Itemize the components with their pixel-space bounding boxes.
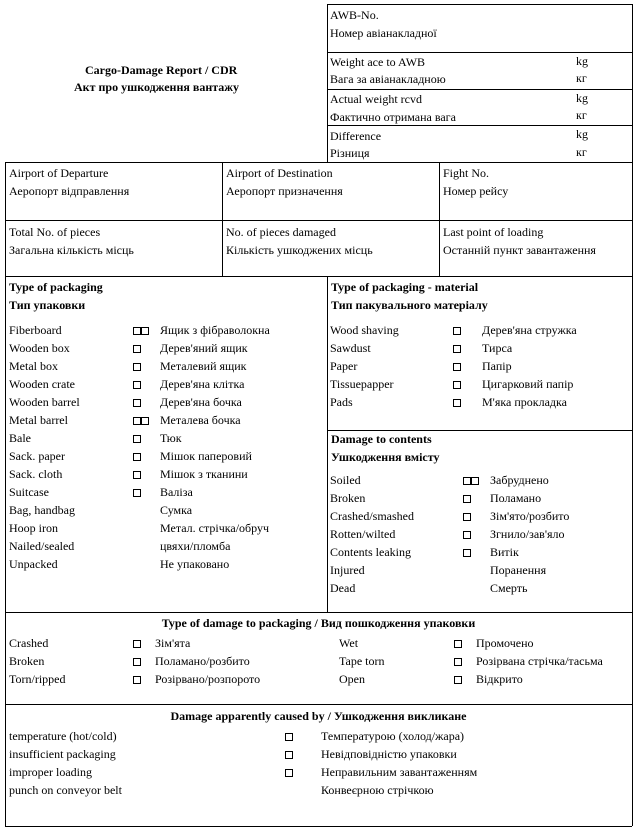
difference-label-uk: Різниця [330,146,370,160]
checkbox[interactable] [463,513,471,521]
packaging-item-label-uk: Металева бочка [160,413,241,427]
awb-no-label-en: AWB-No. [330,8,379,22]
packaging-item-label-en: Wooden barrel [9,395,80,409]
destination-label-uk: Аеропорт призначення [226,184,343,198]
contents-item-label-en: Rotten/wilted [330,527,396,541]
packaging-item-label-en: Fiberboard [9,323,62,337]
packaging-item-label-en: Unpacked [9,557,58,571]
packaging-title-en: Type of packaging [9,280,103,294]
contents-item-label-uk: Витік [490,545,519,559]
contents-item-label-uk: Зім'ято/розбито [490,509,570,523]
border-line [5,826,632,827]
contents-item-label-uk: Забруднено [490,473,549,487]
checkbox[interactable] [454,658,462,666]
checkbox[interactable] [133,435,141,443]
contents-item-label-en: Soiled [330,473,361,487]
damage-packaging-label-en: Open [339,672,365,686]
packaging-item-label-en: Wooden crate [9,377,75,391]
damage-packaging-label-uk: Зім'ята [155,636,191,650]
unit-kg-en: kg [576,91,588,105]
damage-packaging-label-en: Tape torn [339,654,385,668]
packaging-item-label-uk: Метал. стрічка/обруч [160,521,270,535]
contents-item-label-uk: Смерть [490,581,528,595]
last-loading-label-uk: Останній пункт завантаження [443,243,596,257]
checkbox[interactable] [453,399,461,407]
checkbox[interactable] [133,676,141,684]
damage-packaging-title: Type of damage to packaging / Вид пошкодження упаковки [161,616,476,630]
checkbox[interactable] [453,381,461,389]
border-line [5,162,6,826]
packaging-item-label-uk: Дерев'яна бочка [160,395,242,409]
material-item-label-en: Tissuepapper [330,377,394,391]
awb-weight-label-en: Weight ace to AWB [330,55,426,69]
checkbox[interactable] [133,658,141,666]
checkbox[interactable] [133,363,141,371]
actual-weight-label-uk: Фактично отримана вага [330,110,456,124]
contents-item-label-en: Dead [330,581,356,595]
checkbox[interactable] [133,453,141,461]
damage-packaging-label-uk: Промочено [476,636,534,650]
checkbox[interactable] [133,417,141,425]
material-item-label-uk: Папір [482,359,512,373]
material-item-label-en: Paper [330,359,358,373]
border-line [327,276,328,612]
packaging-item-label-en: Bag, handbag [9,503,75,517]
border-line [5,162,632,163]
checkbox[interactable] [453,327,461,335]
checkbox[interactable] [133,471,141,479]
damaged-pieces-label-uk: Кількість ушкоджених місць [226,243,373,257]
checkbox[interactable] [133,327,141,335]
border-line [5,704,632,705]
damaged-pieces-label-en: No. of pieces damaged [226,225,336,239]
contents-item-label-uk: Поламано [490,491,542,505]
checkbox[interactable] [463,477,471,485]
cause-item-label-uk: Конвеєрною стрічкою [321,783,434,797]
checkbox[interactable] [133,381,141,389]
contents-item-label-en: Contents leaking [330,545,411,559]
difference-label-en: Difference [330,129,382,143]
contents-item-label-en: Injured [330,563,365,577]
packaging-item-label-uk: Металевий ящик [160,359,247,373]
contents-item-label-uk: Поранення [490,563,547,577]
flight-no-label-uk: Номер рейсу [443,184,509,198]
packaging-item-label-en: Sack. paper [9,449,65,463]
cause-item-label-en: punch on conveyor belt [9,783,122,797]
unit-kg-uk: кг [576,145,587,159]
checkbox[interactable] [133,399,141,407]
actual-weight-label-en: Actual weight rcvd [330,92,422,106]
cause-item-label-en: insufficient packaging [9,747,116,761]
checkbox[interactable] [463,549,471,557]
damage-packaging-label-uk: Розірвано/розпорото [155,672,261,686]
packaging-item-label-en: Metal barrel [9,413,68,427]
packaging-title-uk: Тип упаковки [9,298,86,312]
damage-cause-title: Damage apparently caused by / Ушкодження викликане [170,709,467,723]
packaging-item-label-uk: Дерев'яний ящик [160,341,248,355]
awb-weight-label-uk: Вага за авіанакладною [330,72,446,86]
packaging-item-label-uk: Сумка [160,503,193,517]
material-item-label-uk: Дерев'яна стружка [482,323,577,337]
checkbox[interactable] [285,751,293,759]
packaging-item-label-uk: Тюк [160,431,182,445]
border-line [5,276,632,277]
border-line [327,430,632,431]
contents-title-uk: Ушкодження вмісту [331,450,440,464]
packaging-item-label-uk: Валіза [160,485,193,499]
material-item-label-en: Sawdust [330,341,371,355]
packaging-item-label-uk: Не упаковано [160,557,230,571]
cause-item-label-en: improper loading [9,765,92,779]
damage-packaging-label-uk: Поламано/розбито [155,654,250,668]
border-line [327,89,632,90]
checkbox[interactable] [453,345,461,353]
packaging-item-label-en: Sack. cloth [9,467,63,481]
damage-packaging-label-en: Torn/ripped [9,672,66,686]
cause-item-label-uk: Неправильним завантаженням [321,765,478,779]
material-item-label-en: Pads [330,395,353,409]
contents-title-en: Damage to contents [331,432,432,446]
border-line [327,125,632,126]
packaging-item-label-en: Metal box [9,359,58,373]
material-item-label-uk: Тирса [482,341,513,355]
checkbox[interactable] [141,417,149,425]
departure-label-en: Airport of Departure [9,166,109,180]
cause-item-label-en: temperature (hot/cold) [9,729,117,743]
material-item-label-uk: Цигарковий папір [482,377,574,391]
contents-item-label-uk: Згнило/зав'яло [490,527,565,541]
packaging-item-label-en: Nailed/sealed [9,539,75,553]
unit-kg-uk: кг [576,108,587,122]
checkbox[interactable] [133,489,141,497]
report-title-en: Cargo-Damage Report / CDR [85,63,238,77]
border-line [5,612,632,613]
packaging-item-label-en: Suitcase [9,485,49,499]
border-line [327,4,328,162]
cause-item-label-uk: Температурою (холод/жара) [321,729,465,743]
material-title-uk: Тип пакувального матеріалу [331,298,488,312]
damage-packaging-label-en: Wet [339,636,359,650]
destination-label-en: Airport of Destination [226,166,333,180]
checkbox[interactable] [463,495,471,503]
cause-item-label-uk: Невідповідністю упаковки [321,747,457,761]
packaging-item-label-uk: Ящик з фібраволокна [160,323,270,337]
checkbox[interactable] [471,477,479,485]
border-line [5,220,632,221]
report-title-uk: Акт про ушкодження вантажу [74,80,239,94]
contents-item-label-en: Crashed/smashed [330,509,414,523]
border-line [632,4,633,826]
total-pieces-label-uk: Загальна кількість місць [9,243,134,257]
checkbox[interactable] [463,531,471,539]
material-title-en: Type of packaging - material [331,280,479,294]
border-line [327,4,632,5]
packaging-item-label-en: Bale [9,431,31,445]
checkbox[interactable] [453,363,461,371]
packaging-item-label-uk: цвяхи/пломба [160,539,231,553]
packaging-item-label-en: Hoop iron [9,521,58,535]
packaging-item-label-uk: Дерев'яна клітка [160,377,245,391]
departure-label-uk: Аеропорт відправлення [9,184,130,198]
unit-kg-en: kg [576,127,588,141]
material-item-label-en: Wood shaving [330,323,399,337]
material-item-label-uk: М'яка прокладка [482,395,567,409]
damage-packaging-label-en: Crashed [9,636,49,650]
last-loading-label-en: Last point of loading [443,225,544,239]
checkbox[interactable] [133,640,141,648]
checkbox[interactable] [454,640,462,648]
damage-packaging-label-uk: Відкрито [476,672,523,686]
checkbox[interactable] [133,345,141,353]
total-pieces-label-en: Total No. of pieces [9,225,101,239]
checkbox[interactable] [454,676,462,684]
awb-no-label-uk: Номер авіанакладної [330,26,437,40]
damage-packaging-label-en: Broken [9,654,45,668]
contents-item-label-en: Broken [330,491,366,505]
checkbox[interactable] [141,327,149,335]
packaging-item-label-uk: Мішок паперовий [160,449,252,463]
unit-kg-uk: кг [576,71,587,85]
border-line [327,52,632,53]
border-line [439,162,440,276]
checkbox[interactable] [285,733,293,741]
packaging-item-label-uk: Мішок з тканини [160,467,248,481]
border-line [222,162,223,276]
flight-no-label-en: Fight No. [443,166,490,180]
packaging-item-label-en: Wooden box [9,341,70,355]
damage-packaging-label-uk: Розірвана стрічка/тасьма [476,654,603,668]
checkbox[interactable] [285,769,293,777]
unit-kg-en: kg [576,54,588,68]
